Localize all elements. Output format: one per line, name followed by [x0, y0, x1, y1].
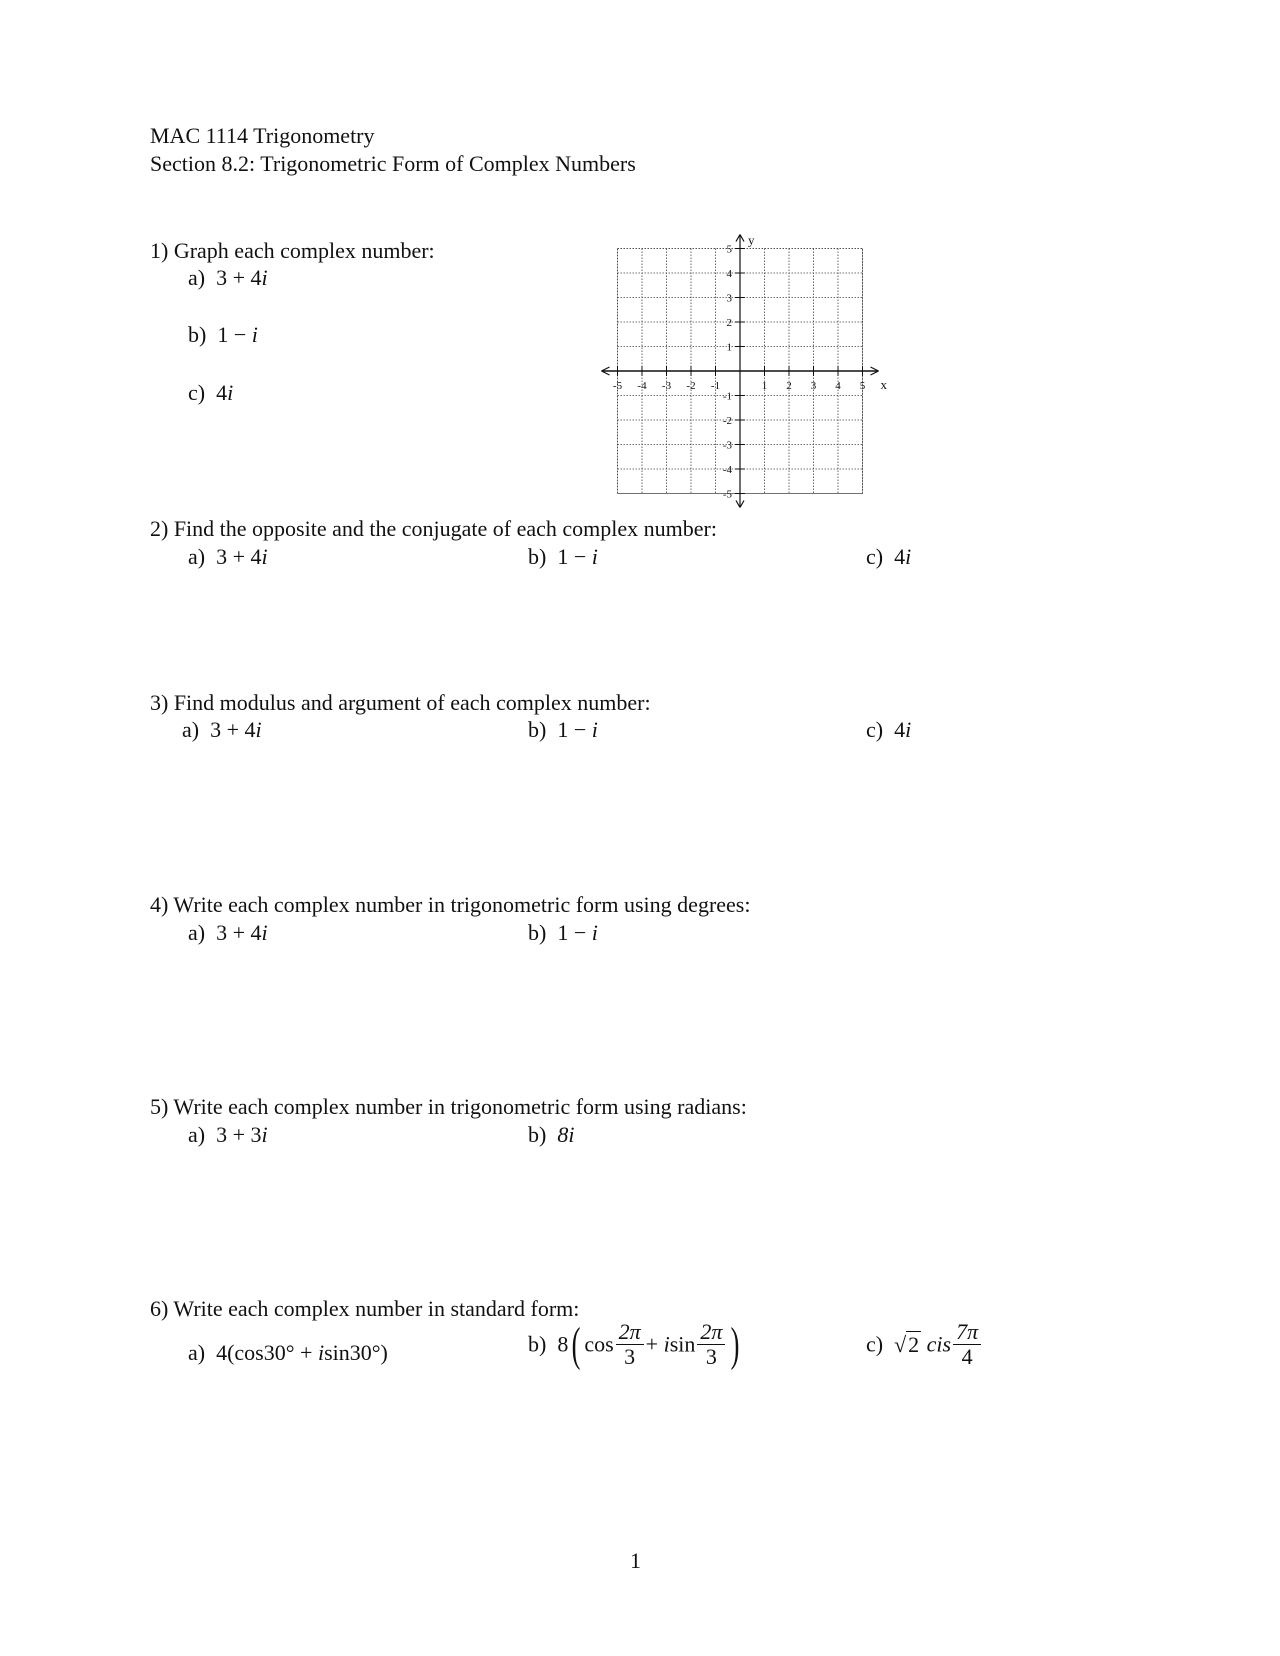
y-tick-label: -1 — [722, 390, 732, 403]
y-tick-label: -3 — [722, 439, 732, 452]
q1-a-label: a) — [188, 265, 206, 290]
q1-c-expr: 4 — [216, 380, 228, 405]
q2-c-expr: 4 — [894, 544, 906, 569]
q6-a-unit: i — [317, 1340, 325, 1365]
q1-c-unit: i — [227, 380, 234, 405]
q5-a-label: a) — [188, 1122, 206, 1147]
q1-part-c — [188, 380, 233, 406]
q1-part-b — [188, 322, 258, 348]
q6-b-frac1-den: 3 — [624, 1344, 636, 1369]
q5-b-unit: i — [568, 1122, 575, 1147]
y-tick-label: 4 — [726, 268, 732, 280]
q4-b-expr: 1 − — [557, 920, 592, 945]
q6-a-expr2: sin30°) — [324, 1340, 388, 1365]
q3-a-label: a) — [182, 717, 200, 742]
q5-part-b — [528, 1122, 574, 1148]
q2-part-a — [188, 544, 268, 570]
q2-a-label: a) — [188, 544, 206, 569]
q4-a-expr: 3 + 4 — [216, 920, 262, 945]
q4-b-label: b) — [528, 920, 547, 945]
q6-b-fraction-1 — [616, 1320, 644, 1369]
q2-c-unit: i — [905, 544, 912, 569]
q6-c-frac-num: 7π — [953, 1320, 981, 1345]
q3-a-unit: i — [255, 717, 262, 742]
q6-b-cos: cos — [584, 1331, 614, 1357]
q6-b-left-paren: ( — [571, 1317, 581, 1371]
q1-b-expr: 1 − — [217, 322, 252, 347]
q6-b-frac2-den: 3 — [705, 1344, 717, 1369]
x-tick-label: -3 — [661, 380, 672, 392]
question-1-prompt: 1) Graph each complex number: — [150, 238, 435, 263]
q5-b-expr: 8 — [557, 1122, 569, 1147]
page-number: 1 — [630, 1548, 641, 1573]
question-5-prompt: 5) Write each complex number in trigonometric form using radians: — [150, 1094, 747, 1119]
q3-c-expr: 4 — [894, 717, 906, 742]
x-tick-label: 4 — [835, 380, 841, 392]
question-2-prompt: 2) Find the opposite and the conjugate of each complex number: — [150, 516, 717, 541]
q4-b-unit: i — [591, 920, 598, 945]
radical-sign-icon: √ — [894, 1331, 907, 1357]
y-tick-label: 3 — [726, 292, 732, 305]
q6-b-fraction-2 — [697, 1320, 725, 1369]
q1-c-label: c) — [188, 380, 206, 405]
q3-a-expr: 3 + 4 — [210, 717, 256, 742]
q6-b-unit: i — [663, 1331, 670, 1357]
x-tick-label: 3 — [810, 380, 817, 392]
y-tick-label: -4 — [722, 464, 732, 476]
x-axis-label: x — [880, 377, 887, 392]
q2-b-label: b) — [528, 544, 547, 569]
complex-plane-grid — [596, 228, 892, 518]
q3-c-unit: i — [905, 717, 912, 742]
q6-c-label: c) — [866, 1331, 884, 1357]
y-tick-label: 1 — [726, 341, 732, 354]
x-tick-label: -4 — [637, 380, 647, 392]
question-6-prompt: 6) Write each complex number in standard form: — [150, 1296, 580, 1321]
q3-c-label: c) — [866, 717, 884, 742]
q1-b-unit: i — [251, 322, 258, 347]
q6-a-expr: 4(cos30° + — [216, 1340, 318, 1365]
q6-part-b — [528, 1317, 743, 1371]
q2-a-expr: 3 + 4 — [216, 544, 262, 569]
q6-c-fraction — [953, 1320, 981, 1369]
question-3-prompt: 3) Find modulus and argument of each complex number: — [150, 690, 651, 715]
q6-c-cis: cis — [926, 1331, 952, 1357]
q2-part-b — [528, 544, 598, 570]
q2-a-unit: i — [261, 544, 268, 569]
q6-part-a — [188, 1340, 388, 1366]
q3-b-expr: 1 − — [557, 717, 592, 742]
q6-b-sin: sin — [669, 1331, 696, 1357]
q6-a-label: a) — [188, 1340, 206, 1365]
q6-b-coef: 8 — [557, 1331, 569, 1357]
q3-b-unit: i — [591, 717, 598, 742]
q6-b-frac1-num: 2π — [616, 1320, 644, 1345]
question-4-prompt: 4) Write each complex number in trigonometric form using degrees: — [150, 892, 751, 917]
x-tick-label: 5 — [859, 380, 866, 392]
y-axis-label: y — [748, 232, 755, 248]
q1-a-expr: 3 + 4 — [216, 265, 262, 290]
section-title: Section 8.2: Trigonometric Form of Complex Numbers — [150, 151, 636, 176]
q4-part-b — [528, 920, 598, 946]
q6-b-label: b) — [528, 1331, 547, 1357]
q5-a-expr: 3 + 3 — [216, 1122, 262, 1147]
q1-a-unit: i — [261, 265, 268, 290]
q2-b-expr: 1 − — [557, 544, 592, 569]
course-title: MAC 1114 Trigonometry — [150, 123, 375, 148]
x-tick-label: -1 — [710, 380, 721, 392]
y-tick-label: -2 — [722, 415, 732, 427]
q5-b-label: b) — [528, 1122, 547, 1147]
y-tick-label: 5 — [726, 243, 732, 256]
q3-b-label: b) — [528, 717, 547, 742]
q6-b-frac2-num: 2π — [697, 1320, 725, 1345]
x-tick-label: 1 — [761, 380, 768, 392]
q2-c-label: c) — [866, 544, 884, 569]
y-tick-label: 2 — [726, 317, 732, 329]
x-tick-label: -2 — [686, 380, 696, 392]
q5-part-a — [188, 1122, 268, 1148]
q1-part-a — [188, 265, 268, 291]
q5-a-unit: i — [261, 1122, 268, 1147]
q6-c-radicand: 2 — [908, 1331, 920, 1357]
q4-a-label: a) — [188, 920, 206, 945]
x-tick-label: -5 — [612, 380, 623, 392]
q6-b-plus: + — [645, 1331, 659, 1357]
x-tick-label: 2 — [786, 380, 792, 392]
q6-c-frac-den: 4 — [961, 1344, 973, 1369]
q6-b-right-paren: ) — [731, 1317, 740, 1371]
q4-a-unit: i — [261, 920, 268, 945]
q2-part-c — [866, 544, 911, 570]
q3-part-c — [866, 717, 911, 743]
q2-b-unit: i — [591, 544, 598, 569]
q6-c-sqrt — [894, 1332, 921, 1358]
q3-part-a — [182, 717, 262, 743]
q3-part-b — [528, 717, 598, 743]
q6-part-c — [866, 1320, 983, 1369]
q4-part-a — [188, 920, 268, 946]
q1-b-label: b) — [188, 322, 207, 347]
y-tick-label: -5 — [722, 488, 732, 501]
